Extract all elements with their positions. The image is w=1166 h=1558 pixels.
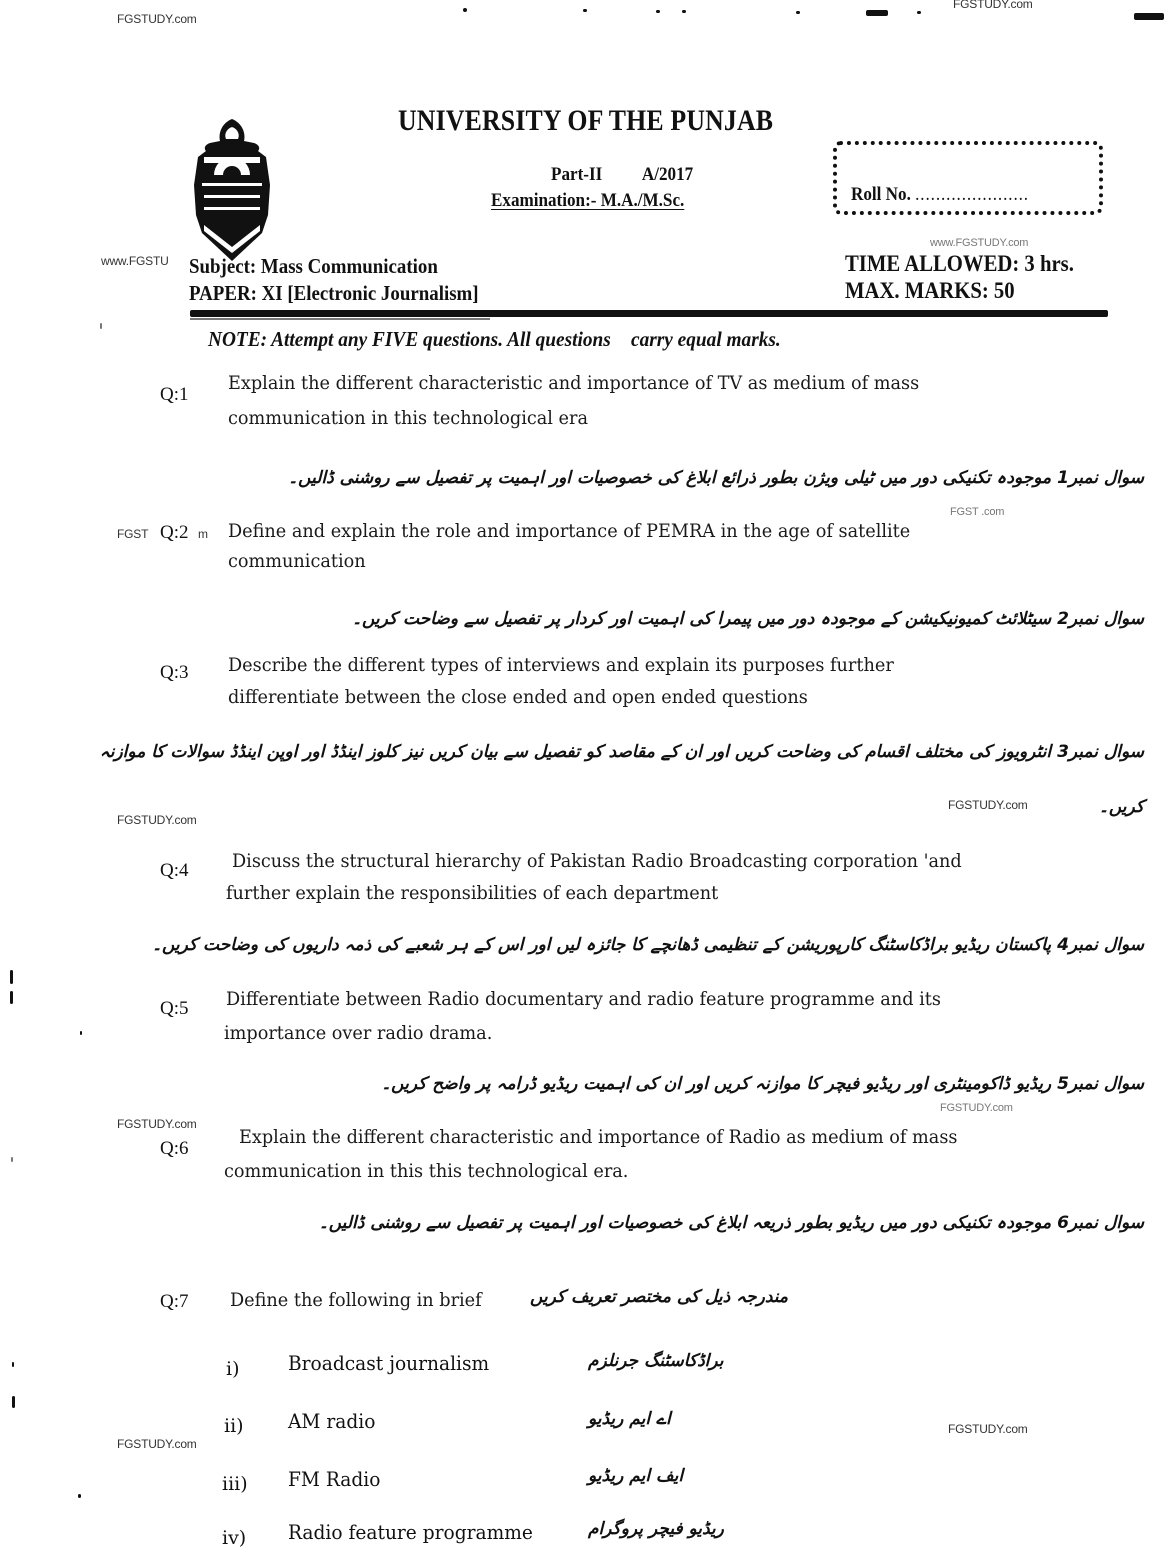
paper-label: PAPER: XI [Electronic Journalism] — [189, 281, 479, 305]
question-urdu-inline: مندرجہ ذیل کی مختصر تعریف کریں — [530, 1287, 788, 1307]
sub-item-number: i) — [226, 1358, 240, 1380]
sub-item-number: iii) — [222, 1473, 248, 1495]
question-text: Discuss the structural hierarchy of Pakistan Radio Broadcasting corporation 'and — [232, 850, 962, 872]
scan-speck — [12, 1396, 15, 1408]
note-text-end: carry equal marks. — [630, 327, 781, 351]
session-label: A/2017 — [641, 164, 694, 185]
question-number: Q:3 — [160, 662, 189, 683]
header-divider-shadow — [190, 318, 490, 320]
question-urdu: سوال نمبر4 پاکستان ریڈیو براڈکاسٹنگ کارپوریشن کے تنظیمی ڈھانچے کا جائزہ لیں اور اس کے ہر شعبے کی ذمہ داریوں کی وضاحت کریں۔ — [151, 935, 1144, 955]
question-urdu: سوال نمبر6 موجودہ تکنیکی دور میں ریڈیو بطور ذریعہ ابلاغ کی خصوصیات اور اہمیت پر تفصیل سے روشنی ڈالیں۔ — [318, 1213, 1144, 1233]
watermark: m — [198, 527, 208, 541]
sub-item-ur: اے ایم ریڈیو — [588, 1409, 671, 1429]
sub-item-number: iv) — [222, 1527, 247, 1549]
question-urdu: سوال نمبر1 موجودہ تکنیکی دور میں ٹیلی ویژن بطور ذرائع ابلاغ کی خصوصیات اور اہمیت پر تفصیل سے روشنی ڈالیں۔ — [288, 468, 1144, 488]
sub-item-en: Broadcast journalism — [288, 1351, 490, 1375]
scan-speck — [1134, 13, 1164, 20]
scan-speck — [583, 9, 587, 12]
part-label: Part-II — [551, 164, 603, 185]
question-text: communication in this this technological era. — [224, 1160, 629, 1182]
note-text: NOTE: Attempt any FIVE questions. All questions — [208, 327, 611, 351]
question-urdu: سوال نمبر3 انٹرویوز کی مختلف اقسام کی وضاحت کریں اور ان کے مقاصد کو تفصیل سے بیان کریں نیز کلوز اینڈڈ اور اوپن اینڈڈ سوالات کا موازنہ — [99, 742, 1144, 762]
scan-speck — [682, 10, 686, 13]
university-crest-logo — [190, 115, 275, 265]
scan-speck — [656, 10, 660, 13]
scan-speck — [796, 11, 800, 14]
roll-number-label: Roll No. — [851, 184, 911, 205]
sub-item-number: ii) — [224, 1415, 244, 1437]
question-text-en: Define the following in brief — [230, 1289, 482, 1311]
scan-speck — [11, 1157, 13, 1162]
roll-number-field — [851, 184, 1029, 206]
question-text: communication — [228, 550, 366, 572]
exam-part — [551, 164, 693, 186]
sub-item-ur: براڈکاسٹنگ جرنلزم — [588, 1351, 724, 1371]
question-text: Explain the different characteristic and importance of Radio as medium of mass — [239, 1126, 958, 1148]
scan-speck — [100, 323, 102, 329]
sub-item-en: AM radio — [288, 1409, 376, 1433]
question-text: Explain the different characteristic and importance of TV as medium of mass — [228, 372, 920, 394]
watermark: FGSTUDY.com — [117, 12, 197, 26]
time-allowed: TIME ALLOWED: 3 hrs. — [845, 251, 1074, 276]
scan-speck — [866, 10, 888, 16]
sub-item-en: Radio feature programme — [288, 1520, 533, 1544]
question-text: Define and explain the role and importance of PEMRA in the age of satellite — [228, 520, 911, 542]
scan-speck — [10, 970, 13, 984]
watermark: FGSTUDY.com — [117, 1437, 197, 1451]
question-urdu: سوال نمبر5 ریڈیو ڈاکومینٹری اور ریڈیو فیچر کا موازنہ کریں اور ان کی اہمیت ریڈیو ڈرامہ پر واضح کریں۔ — [381, 1074, 1144, 1094]
question-text: differentiate between the close ended and open ended questions — [228, 686, 808, 708]
instructions-note — [208, 327, 781, 352]
question-text: importance over radio drama. — [224, 1022, 493, 1044]
watermark: FGST — [117, 527, 149, 541]
question-number: Q:6 — [160, 1138, 189, 1159]
scan-speck — [78, 1494, 81, 1498]
watermark: FGSTUDY.com — [948, 1422, 1028, 1436]
question-number: Q:1 — [160, 384, 189, 405]
university-title: UNIVERSITY OF THE PUNJAB — [398, 104, 774, 137]
question-text — [230, 1285, 482, 1315]
question-number: Q:4 — [160, 860, 189, 881]
roll-number-blank: ...................... — [915, 184, 1029, 205]
subject-label: Subject: Mass Communication — [189, 254, 438, 278]
watermark: FGST .com — [950, 506, 1005, 518]
sub-item-ur: ریڈیو فیچر پروگرام — [588, 1519, 724, 1539]
scan-speck — [80, 1031, 82, 1035]
question-text: further explain the responsibilities of each department — [226, 882, 719, 904]
sub-item-ur: ایف ایم ریڈیو — [588, 1466, 684, 1486]
question-number: Q:5 — [160, 998, 189, 1019]
examination-label: Examination:- M.A./M.Sc. — [491, 190, 685, 211]
question-number: Q:2 — [160, 522, 189, 543]
watermark: FGSTUDY.com — [953, 0, 1033, 11]
watermark: www.FGSTU — [101, 254, 169, 268]
watermark: www.FGSTUDY.com — [930, 237, 1029, 249]
scan-speck — [917, 11, 921, 14]
scan-speck — [12, 1362, 14, 1367]
watermark: FGSTUDY.com — [940, 1102, 1013, 1114]
question-text: Describe the different types of interviews and explain its purposes further — [228, 654, 894, 676]
question-text: Differentiate between Radio documentary and radio feature programme and its — [226, 988, 941, 1010]
question-number: Q:7 — [160, 1291, 189, 1312]
max-marks: MAX. MARKS: 50 — [845, 278, 1015, 303]
header-divider — [190, 310, 1108, 317]
watermark: FGSTUDY.com — [117, 1117, 197, 1131]
sub-item-en: FM Radio — [288, 1467, 381, 1491]
watermark: FGSTUDY.com — [948, 798, 1028, 812]
question-urdu: سوال نمبر2 سیٹلائٹ کمیونیکیشن کے موجودہ دور میں پیمرا کی اہمیت اور کردار پر تفصیل سے وضاحت کریں۔ — [352, 609, 1144, 629]
question-urdu-continued: کریں۔ — [1098, 797, 1144, 817]
question-text: communication in this technological era — [228, 407, 588, 429]
watermark: FGSTUDY.com — [117, 813, 197, 827]
scan-speck — [10, 991, 13, 1004]
scan-speck — [463, 8, 467, 12]
